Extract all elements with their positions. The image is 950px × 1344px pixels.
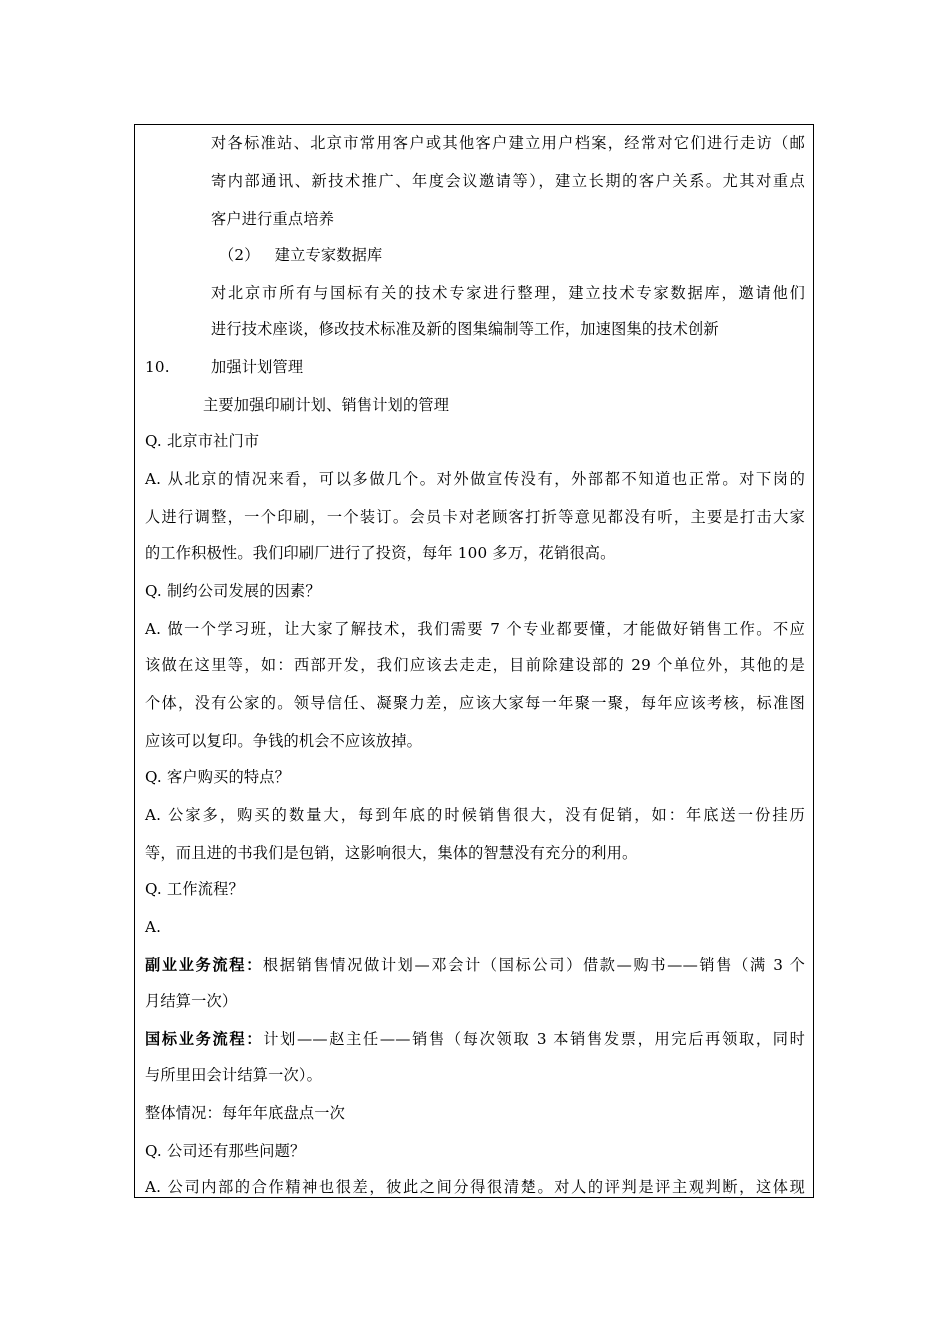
answer-line: 人进行调整，一个印刷，一个装订。会员卡对老顾客打折等意见都没有听，主要是打击大家 (145, 508, 805, 526)
question: Q. 制约公司发展的因素？ (145, 582, 321, 600)
side-business-flow-label: 副业业务流程： (145, 956, 263, 974)
paragraph-line: 客户进行重点培养 (211, 210, 335, 228)
side-business-flow-line (145, 955, 805, 975)
side-business-flow-line: 月结算一次） (145, 992, 238, 1010)
gb-business-flow-text: 计划——赵主任——销售（每次领取 3 本销售发票，用完后再领取，同时 (263, 1030, 805, 1048)
question: Q. 北京市社门市 (145, 432, 260, 450)
heading-description: 主要加强印刷计划、销售计划的管理 (203, 396, 450, 414)
overall-status: 整体情况：每年年底盘点一次 (145, 1104, 346, 1122)
gb-business-flow-label: 国标业务流程： (145, 1030, 264, 1048)
subheading-expert-database: （2） 建立专家数据库 (219, 246, 383, 264)
answer-line: A. 从北京的情况来看，可以多做几个。对外做宣传没有，外部都不知道也正常。对下岗的 (145, 470, 805, 488)
answer-line: 个体，没有公家的。领导信任、凝聚力差，应该大家每一年聚一聚，每年应该考核，标准图 (145, 694, 805, 712)
heading-plan-management: 加强计划管理 (211, 358, 304, 376)
question: Q. 工作流程？ (145, 880, 244, 898)
paragraph-line: 寄内部通讯、新技术推广、年度会议邀请等），建立长期的客户关系。尤其对重点 (211, 172, 805, 190)
heading-number: 10. (145, 358, 170, 376)
gb-business-flow-line (145, 1029, 805, 1049)
answer-line: A. 公家多，购买的数量大，每到年底的时候销售很大，没有促销，如：年底送一份挂历 (145, 806, 805, 824)
paragraph-line: 对北京市所有与国标有关的技术专家进行整理，建立技术专家数据库，邀请他们 (211, 284, 805, 302)
answer-line: 的工作积极性。我们印刷厂进行了投资，每年 100 多万，花销很高。 (145, 544, 616, 562)
answer-line: 等，而且进的书我们是包销，这影响很大，集体的智慧没有充分的利用。 (145, 844, 638, 862)
paragraph-line: 对各标准站、北京市常用客户或其他客户建立用户档案，经常对它们进行走访（邮 (211, 134, 805, 152)
answer-line: A. 做一个学习班，让大家了解技术，我们需要 7 个专业都要懂，才能做好销售工作。不应 (145, 620, 805, 638)
answer-line: A. 公司内部的合作精神也很差，彼此之间分得很清楚。对人的评判是评主观判断，这体现 (145, 1178, 805, 1196)
question: Q. 客户购买的特点？ (145, 768, 291, 786)
document-table-cell (134, 124, 814, 1198)
question: Q. 公司还有那些问题？ (145, 1142, 306, 1160)
answer-line: 该做在这里等，如：西部开发，我们应该去走走，目前除建设部的 29 个单位外，其他的是 (145, 656, 805, 674)
answer-line: A. (145, 918, 162, 936)
paragraph-line: 进行技术座谈，修改技术标准及新的图集编制等工作，加速图集的技术创新 (211, 320, 719, 338)
side-business-flow-text: 根据销售情况做计划—邓会计（国标公司）借款—购书——销售（满 3 个 (262, 956, 806, 974)
answer-line: 应该可以复印。争钱的机会不应该放掉。 (145, 732, 422, 750)
gb-business-flow-line: 与所里田会计结算一次）。 (145, 1066, 323, 1084)
